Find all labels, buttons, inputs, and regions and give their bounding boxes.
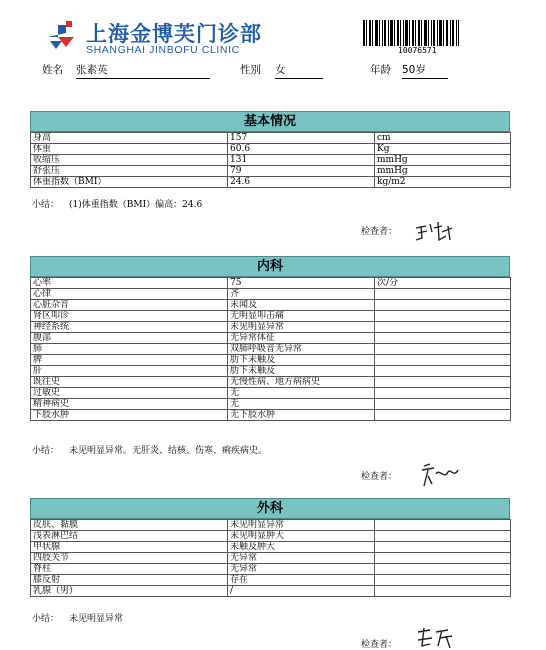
summary-label: 小结： [32, 614, 60, 624]
table-row [31, 520, 511, 531]
row-unit [375, 311, 511, 322]
name-label: 姓名 [42, 64, 63, 76]
row-label: 身高 [31, 133, 228, 144]
row-label: 皮肤、黏膜 [31, 520, 228, 531]
table-row [31, 399, 511, 410]
row-unit [375, 564, 511, 575]
examiner-label: 检查者： [361, 472, 398, 482]
row-unit: mmHg [375, 155, 511, 166]
row-label: 脾 [31, 355, 228, 366]
summary-text: (1)体重指数（BMI）偏高：24.6 [69, 200, 203, 210]
barcode-number: 10076571 [398, 46, 437, 55]
surgery-summary [32, 611, 123, 624]
table-row [31, 586, 511, 597]
row-value: 无 [228, 388, 375, 399]
row-label: 收缩压 [31, 155, 228, 166]
table-row [31, 166, 511, 177]
row-unit: 次/分 [375, 278, 511, 289]
row-label: 既往史 [31, 377, 228, 388]
table-row [31, 366, 511, 377]
clinic-name-en: SHANGHAI JINBOFU CLINIC [86, 44, 240, 56]
row-label: 腹部 [31, 333, 228, 344]
table-row [31, 333, 511, 344]
row-label: 心脏杂音 [31, 300, 228, 311]
table-row [31, 289, 511, 300]
clinic-name-cn: 上海金博芙门诊部 [86, 22, 262, 46]
row-label: 乳腺（男） [31, 586, 228, 597]
row-value: 无慢性病、地方病病史 [228, 377, 375, 388]
row-value: / [228, 586, 375, 597]
gender-label: 性别 [240, 64, 261, 76]
row-unit: cm [375, 133, 511, 144]
row-unit [375, 377, 511, 388]
patient-name: 张素英 [76, 62, 210, 79]
table-row [31, 177, 511, 188]
row-value: 无 [228, 399, 375, 410]
table-row [31, 344, 511, 355]
patient-gender: 女 [275, 62, 323, 79]
row-value: 79 [228, 166, 375, 177]
section-title-basic: 基本情况 [30, 111, 510, 132]
row-unit [375, 300, 511, 311]
table-row [31, 564, 511, 575]
surgery-table [30, 519, 511, 597]
row-value: 存在 [228, 575, 375, 586]
table-row [31, 300, 511, 311]
table-row [31, 553, 511, 564]
table-row [31, 322, 511, 333]
row-label: 体重 [31, 144, 228, 155]
table-row [31, 311, 511, 322]
row-value: 无异常体征 [228, 333, 375, 344]
row-value: 未闻及 [228, 300, 375, 311]
row-label: 肾区叩诊 [31, 311, 228, 322]
row-label: 浅表淋巴结 [31, 531, 228, 542]
examiner-label: 检查者： [361, 227, 398, 237]
row-unit: kg/m2 [375, 177, 511, 188]
patient-age: 50岁 [402, 62, 448, 79]
row-label: 过敏史 [31, 388, 228, 399]
examiner-signature [412, 220, 458, 244]
section-title-internal: 内科 [30, 256, 510, 277]
table-row [31, 355, 511, 366]
examiner-signature [414, 626, 458, 650]
summary-text: 未见明显异常 [69, 614, 124, 624]
row-label: 肝 [31, 366, 228, 377]
age-label: 年龄 [370, 64, 391, 76]
row-value: 未见明显异常 [228, 322, 375, 333]
row-unit [375, 333, 511, 344]
row-unit [375, 399, 511, 410]
row-label: 膝反射 [31, 575, 228, 586]
row-unit [375, 553, 511, 564]
row-unit [375, 355, 511, 366]
summary-text: 未见明显异常。无肝炎、结核、伤寒、痢疾病史。 [69, 446, 268, 456]
row-label: 肺 [31, 344, 228, 355]
row-label: 体重指数（BMI） [31, 177, 228, 188]
row-value: 无下肢水肿 [228, 410, 375, 421]
row-unit: mmHg [375, 166, 511, 177]
row-unit [375, 410, 511, 421]
row-unit [375, 531, 511, 542]
examiner-label: 检查者： [361, 640, 398, 650]
row-label: 脊柱 [31, 564, 228, 575]
row-label: 下肢水肿 [31, 410, 228, 421]
row-label: 舒张压 [31, 166, 228, 177]
table-row [31, 575, 511, 586]
basic-summary [32, 197, 202, 210]
row-unit [375, 520, 511, 531]
table-row [31, 531, 511, 542]
basic-table [30, 132, 511, 188]
row-label: 四肢关节 [31, 553, 228, 564]
internal-summary [32, 443, 267, 456]
table-row [31, 278, 511, 289]
row-unit [375, 344, 511, 355]
row-value: 齐 [228, 289, 375, 300]
row-value: 无异常 [228, 553, 375, 564]
row-value: 未见明显肿大 [228, 531, 375, 542]
row-label: 心律 [31, 289, 228, 300]
row-value: 24.6 [228, 177, 375, 188]
row-unit [375, 542, 511, 553]
row-value: 无明显叩击痛 [228, 311, 375, 322]
row-value: 131 [228, 155, 375, 166]
barcode [363, 20, 459, 46]
table-row [31, 144, 511, 155]
table-row [31, 155, 511, 166]
row-value: 未触及肿大 [228, 542, 375, 553]
row-unit [375, 289, 511, 300]
row-unit [375, 366, 511, 377]
internal-table [30, 277, 511, 421]
row-value: 未见明显异常 [228, 520, 375, 531]
patient-info [0, 62, 546, 78]
row-label: 心率 [31, 278, 228, 289]
row-value: 双肺呼吸音无异常 [228, 344, 375, 355]
row-unit [375, 322, 511, 333]
table-row [31, 133, 511, 144]
row-unit [375, 586, 511, 597]
row-value: 157 [228, 133, 375, 144]
table-row [31, 377, 511, 388]
row-value: 75 [228, 278, 375, 289]
table-row [31, 410, 511, 421]
section-title-surgery: 外科 [30, 498, 510, 519]
row-value: 肋下未触及 [228, 355, 375, 366]
row-value: 肋下未触及 [228, 366, 375, 377]
summary-label: 小结： [32, 446, 60, 456]
row-value: 无异常 [228, 564, 375, 575]
summary-label: 小结： [32, 200, 60, 210]
examiner-signature [418, 460, 462, 490]
row-label: 精神病史 [31, 399, 228, 410]
row-unit: Kg [375, 144, 511, 155]
table-row [31, 388, 511, 399]
clinic-logo-icon [44, 17, 80, 53]
row-unit [375, 575, 511, 586]
row-label: 甲状腺 [31, 542, 228, 553]
row-label: 神经系统 [31, 322, 228, 333]
table-row [31, 542, 511, 553]
row-value: 60.6 [228, 144, 375, 155]
row-unit [375, 388, 511, 399]
